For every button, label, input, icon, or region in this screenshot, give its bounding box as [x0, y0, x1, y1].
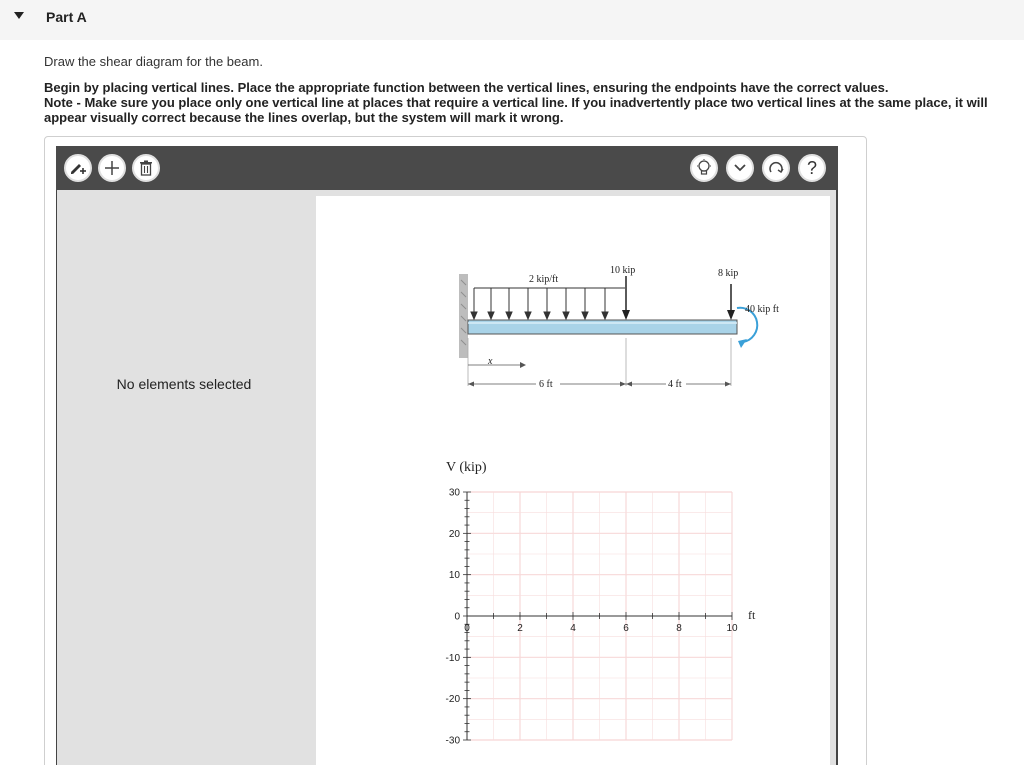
x-tick-label: 2	[517, 623, 523, 634]
x-tick-label: 6	[623, 623, 629, 634]
selection-status: No elements selected	[116, 376, 252, 392]
y-tick-label: 10	[448, 570, 460, 582]
wall-support	[459, 274, 468, 358]
y-tick-label: -30	[445, 735, 460, 747]
beam	[468, 320, 737, 334]
plus-icon[interactable]	[98, 154, 126, 182]
span-1-label: 6 ft	[539, 379, 553, 390]
moment-label: 40 kip ft	[745, 304, 779, 315]
properties-panel	[56, 190, 310, 765]
y-tick-label: -20	[445, 694, 460, 706]
span-2-label: 4 ft	[668, 379, 682, 390]
canvas-svg	[316, 196, 830, 765]
lightbulb-icon[interactable]	[690, 154, 718, 182]
x-tick-label: 4	[570, 623, 576, 634]
x-label: x	[488, 356, 493, 367]
drawing-canvas[interactable]	[316, 196, 830, 765]
distributed-load-label: 2 kip/ft	[529, 274, 559, 285]
y-tick-label: -10	[445, 652, 460, 664]
x-tick-label: 10	[726, 623, 738, 634]
instruction-line-1: Begin by placing vertical lines. Place the appropriate function between the vertical lines, ensuring the endpoints have the correct values.	[44, 80, 889, 95]
x-axis-label: ft	[748, 608, 756, 622]
point-load-8-label: 8 kip	[718, 268, 739, 279]
reset-icon[interactable]	[762, 154, 790, 182]
chevron-down-icon[interactable]	[726, 154, 754, 182]
question-prompt: Draw the shear diagram for the beam.	[44, 54, 263, 69]
drawing-toolbar	[56, 146, 838, 190]
part-header[interactable]	[0, 0, 1024, 40]
question-instructions	[44, 80, 1020, 125]
help-icon[interactable]: ?	[798, 154, 826, 182]
x-tick-label: 8	[676, 623, 682, 634]
instruction-line-2: Note - Make sure you place only one vertical line at places that require a vertical line. If you inadvertently place two vertical lines at the same place, it will appear visually correct because the lines overlap, but the system will mark it wrong.	[44, 95, 988, 125]
y-tick-label: 20	[448, 528, 460, 540]
trash-icon[interactable]	[132, 154, 160, 182]
draw-line-icon[interactable]	[64, 154, 92, 182]
point-load-10-label: 10 kip	[610, 265, 636, 276]
y-tick-label: 30	[448, 487, 460, 499]
point-load-8-arrow	[727, 310, 735, 320]
collapse-caret-icon[interactable]	[14, 12, 24, 19]
distributed-load-arrows	[471, 288, 608, 319]
y-axis-label: V (kip)	[446, 460, 487, 475]
point-load-10-arrow	[622, 310, 630, 320]
beam-figure	[459, 265, 779, 390]
y-tick-label: 0	[454, 611, 460, 623]
shear-diagram[interactable]	[446, 460, 756, 747]
part-title: Part A	[46, 9, 87, 25]
x-tick-label: 0	[464, 623, 470, 634]
